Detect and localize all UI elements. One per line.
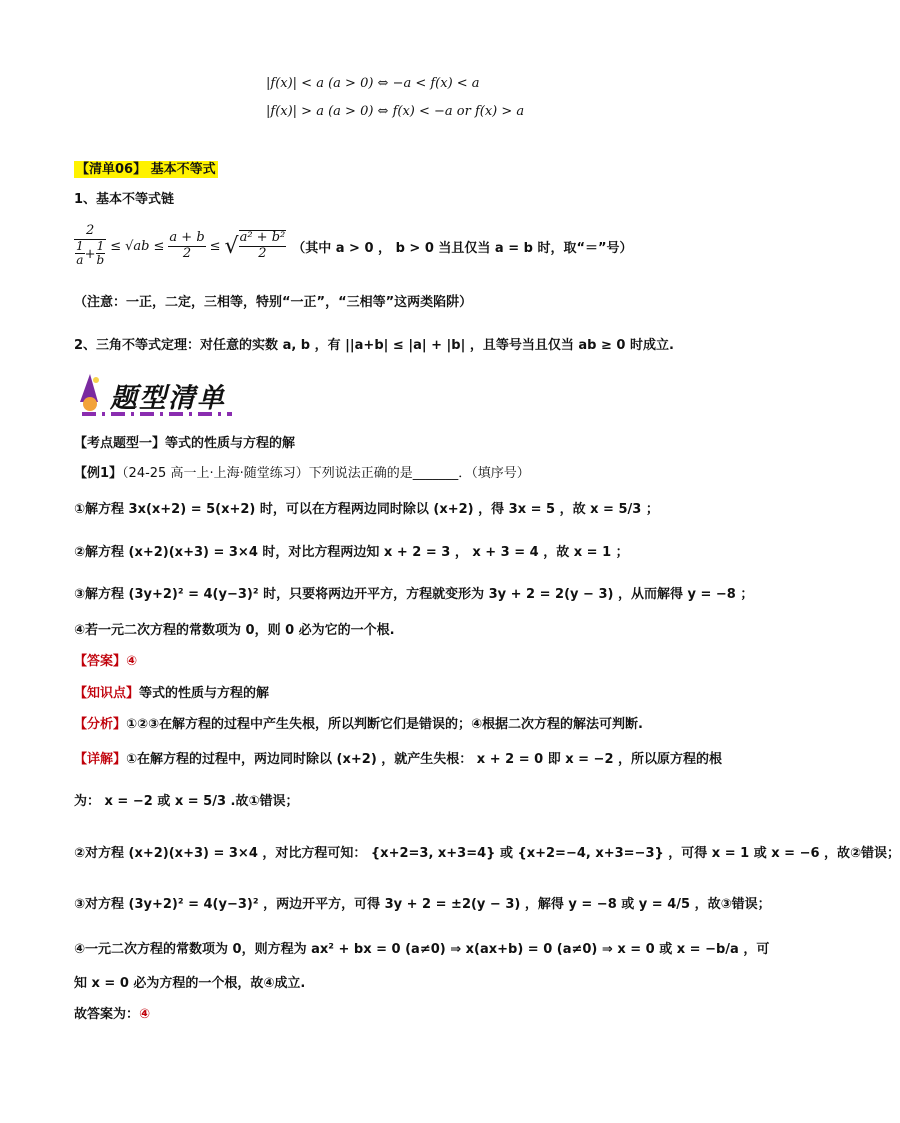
formula-abs-less: |f(x)| < a (a > 0) ⇔ −a < f(x) < a	[266, 76, 480, 91]
example1-text: （24-25 高一上·上海·随堂练习）下列说法正确的是_______．（填序号）	[122, 466, 530, 481]
detail-line-1b: 为： x = −2 或 x = 5/3 .故①错误；	[74, 794, 299, 809]
analysis-text: ①②③在解方程的过程中产生失根，所以判断它们是错误的；④根据二次方程的解法可判断.	[126, 717, 643, 732]
detail-line-2: ②对方程 (x+2)(x+3) = 3×4 ，对比方程可知： {x+2=3, x+3=4} 或 {x+2=−4, x+3=−3} ，可得 x = 1 或 x = −6 ，故②错误；	[74, 846, 900, 861]
detail-1a-text: ①在解方程的过程中，两边同时除以 (x+2) ，就产生失根： x + 2 = 0 即 x = −2 ，所以原方程的根	[126, 752, 723, 767]
harmonic-numerator: 2	[74, 224, 106, 240]
final-label: 故答案为：	[74, 1007, 140, 1022]
harm-d1-num: 1	[76, 238, 84, 253]
final-answer	[74, 1003, 150, 1022]
example1	[74, 462, 530, 481]
final-value: ④	[139, 1007, 151, 1022]
arith-den: 2	[182, 245, 192, 261]
knowledge-label: 【知识点】	[74, 686, 140, 701]
statement-4: ④若一元二次方程的常数项为 0，则 0 必为它的一个根.	[74, 623, 395, 638]
example1-label: 【例1】	[74, 466, 123, 481]
detail-line-4b: 知 x = 0 必为方程的一个根，故④成立.	[74, 976, 306, 991]
analysis-line	[74, 713, 643, 732]
quad-num: a² + b²	[239, 230, 286, 246]
harm-d2-num: 1	[96, 238, 105, 253]
item2-triangle-inequality: 2、三角不等式定理：对任意的实数 a, b ，有 ||a+b| ≤ |a| + |b| ，且等号当且仅当 ab ≥ 0 时成立.	[74, 338, 674, 353]
answer-label: 【答案】	[74, 654, 127, 669]
attention-note: （注意：一正，二定，三相等，特别“一正”，“三相等”这两类陷阱）	[74, 295, 473, 310]
type1-heading: 【考点题型一】等式的性质与方程的解	[74, 436, 296, 451]
geometric-mean: √ab	[125, 238, 150, 254]
section-06-tag: 【清单06】	[76, 162, 147, 177]
harm-d2-den: b	[96, 253, 105, 268]
inequality-chain	[74, 214, 633, 278]
banner-title: 题型清单	[110, 383, 226, 414]
section-06-heading	[74, 158, 218, 177]
statement-3: ③解方程 (3y+2)² = 4(y−3)² 时，只要将两边开平方，方程就变形为 3y + 2 = 2(y − 3) ，从而解得 y = −8 ；	[74, 587, 754, 602]
section-06-title: 基本不等式	[150, 162, 216, 177]
knowledge-text: 等式的性质与方程的解	[139, 686, 270, 701]
detail-label: 【详解】	[74, 752, 127, 767]
sqrt-icon: √	[224, 233, 239, 259]
leq-sign-1: ≤	[110, 238, 122, 254]
quad-den: 2	[258, 246, 267, 261]
statement-1: ①解方程 3x(x+2) = 5(x+2) 时，可以在方程两边同时除以 (x+2) ，得 3x = 5 ，故 x = 5/3 ；	[74, 502, 659, 517]
chain-note: （其中 a > 0 ， b > 0 当且仅当 a = b 时，取“＝”号）	[292, 240, 633, 256]
harmonic-mean	[74, 224, 106, 269]
analysis-label: 【分析】	[74, 717, 127, 732]
quadratic-mean	[239, 230, 287, 262]
item1-title: 1、基本不等式链	[74, 192, 175, 207]
leq-sign-2: ≤	[153, 238, 165, 254]
formula-abs-greater: |f(x)| > a (a > 0) ⇔ f(x) < −a or f(x) > a	[266, 104, 525, 119]
knowledge-line	[74, 682, 269, 701]
banner	[76, 372, 236, 418]
detail-line-4a: ④一元二次方程的常数项为 0，则方程为 ax² + bx = 0 (a≠0) ⇒ x(ax+b) = 0 (a≠0) ⇒ x = 0 或 x = −b/a ，可	[74, 942, 770, 957]
arithmetic-mean	[168, 231, 205, 262]
leq-sign-3: ≤	[209, 238, 221, 254]
plus-sign: +	[84, 246, 96, 262]
statement-2: ②解方程 (x+2)(x+3) = 3×4 时，对比方程两边知 x + 2 = 3 ， x + 3 = 4 ，故 x = 1 ；	[74, 545, 629, 560]
answer-value: ④	[126, 654, 138, 669]
detail-line-1a	[74, 748, 722, 767]
harm-d1-den: a	[76, 253, 84, 268]
detail-line-3: ③对方程 (3y+2)² = 4(y−3)² ，两边开平方，可得 3y + 2 = ±2(y − 3) ，解得 y = −8 或 y = 4/5 ，故③错误；	[74, 897, 771, 912]
arith-num: a + b	[169, 229, 205, 245]
harmonic-denominator	[74, 240, 106, 269]
answer-line	[74, 650, 137, 669]
